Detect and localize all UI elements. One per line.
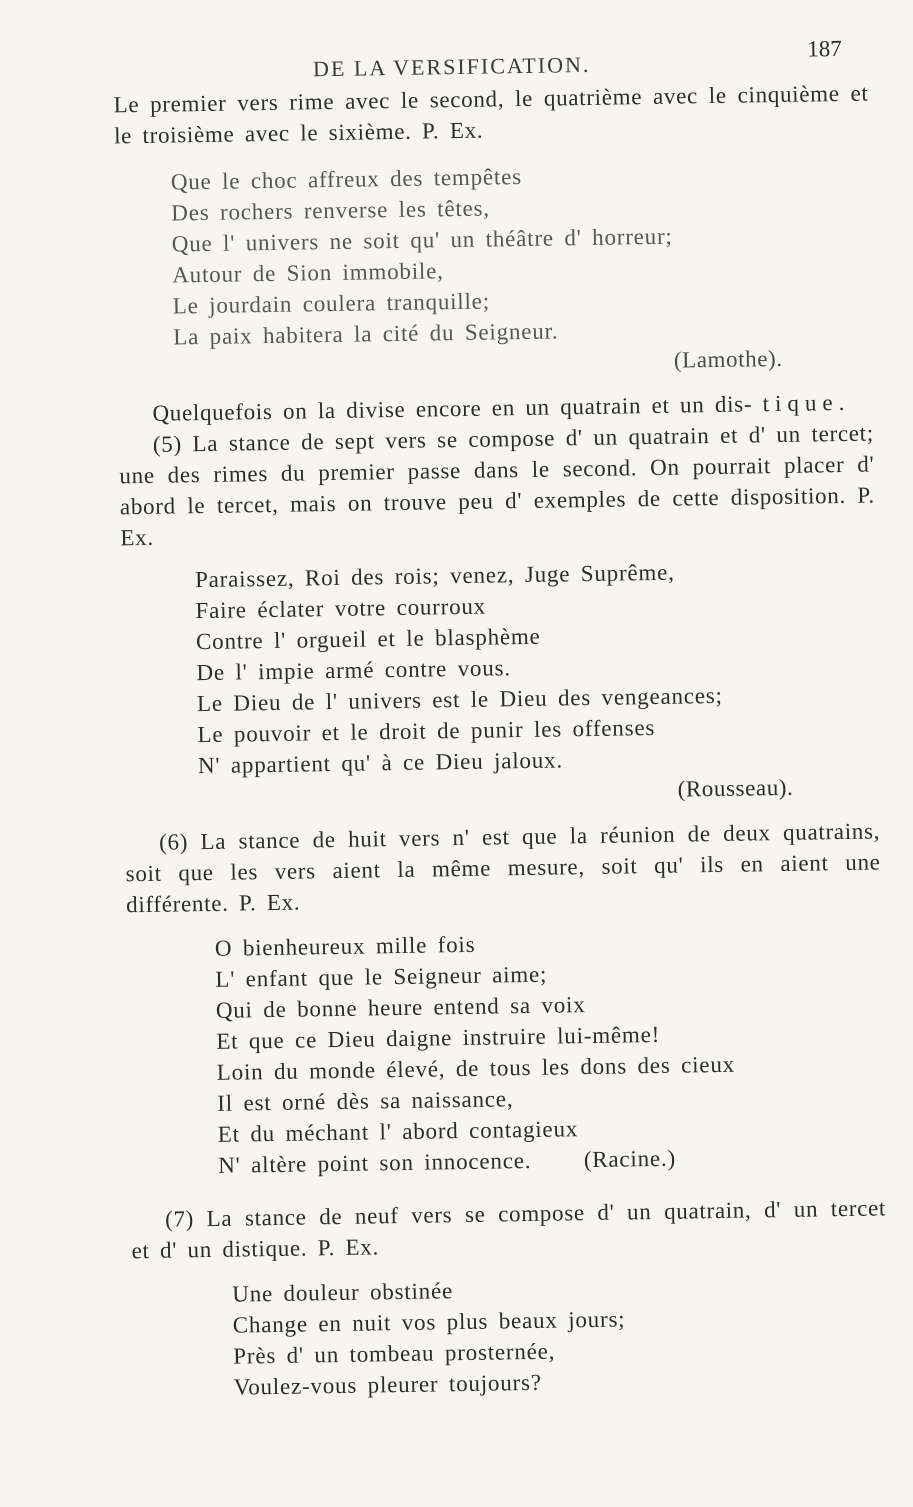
page-number: 187: [807, 35, 843, 62]
poem-line: Et du méchant l' abord contagieux: [217, 1116, 579, 1147]
poem-line: Le jourdain coulera tranquille;: [172, 288, 491, 319]
poem-line: Des rochers renverse les têtes,: [171, 195, 491, 226]
poem-line: O bienheureux mille fois: [214, 931, 476, 961]
poem-line: L' enfant que le Seigneur aime;: [215, 961, 548, 992]
attribution-rousseau: (Rousseau).: [677, 774, 794, 802]
paragraph-text: Quelquefois on la divise encore en un quatrain et un dis-: [152, 391, 753, 426]
poem-line: Loin du monde élevé, de tous les dons des cieux: [216, 1051, 736, 1085]
poem-line: Voulez-vous pleurer toujours?: [233, 1369, 542, 1400]
poem-line: Près d' un tombeau prosternée,: [233, 1338, 556, 1369]
spaced-word: tique.: [762, 389, 851, 417]
poem-line: Qui de bonne heure entend sa voix: [215, 992, 586, 1023]
running-head: DE LA VERSIFICATION.: [312, 51, 591, 82]
poem-racine: [127, 922, 886, 1182]
poem-line: Faire éclater votre courroux: [195, 593, 487, 624]
poem-line: Une douleur obstinée: [232, 1278, 454, 1307]
attribution-racine: (Racine.): [583, 1145, 677, 1173]
poem-line: De l' impie armé contre vous.: [196, 655, 512, 686]
poem-line: Le Dieu de l' univers est le Dieu des vengeances;: [196, 682, 723, 717]
poem-line: Le pouvoir et le droit de punir les offenses: [197, 714, 656, 748]
poem-line: Change en nuit vos plus beaux jours;: [232, 1306, 626, 1338]
poem-rousseau: [121, 553, 879, 782]
poem-line: Que le choc affreux des tempêtes: [170, 163, 523, 195]
paragraph-stance-neuf-vers: (7) La stance de neuf vers se compose d' un quatrain, d' un tercet et d' un distique. P. Ex.: [131, 1195, 887, 1264]
attribution-lamothe: (Lamothe).: [673, 345, 783, 373]
paragraph-stance-sept-vers: (5) La stance de sept vers se compose d' un quatrain et d' un tercet; une des rimes du premier passe dans le second. On pourrait placer d' abord le tercet, mais on trouve peu d' exemples de cette disposition. P. Ex.: [119, 420, 876, 551]
poem-line: N' altère point son innocence.: [218, 1147, 532, 1178]
poem-line: N' appartient qu' à ce Dieu jaloux.: [197, 747, 564, 779]
poem-lamothe: [115, 156, 873, 354]
poem-line: La paix habitera la cité du Seigneur.: [173, 318, 559, 350]
poem-line: Contre l' orgueil et le blasphème: [195, 623, 541, 655]
paragraph-stance-huit-vers: (6) La stance de huit vers n' est que la réunion de deux quatrains, soit que les vers aient la même mesure, soit qu' ils en aient une différente. P. Ex.: [125, 818, 881, 918]
poem-line: Il est orné dès sa naissance,: [217, 1086, 514, 1116]
intro-paragraph: Le premier vers rime avec le second, le quatrième avec le cinquième et le troisième avec le sixième. P. Ex.: [113, 80, 869, 149]
poem-line: Et que ce Dieu daigne instruire lui-même!: [216, 1021, 661, 1054]
poem-line: Que l' univers ne soit qu' un théâtre d' horreur;: [171, 223, 673, 257]
poem-douleur: [132, 1268, 889, 1404]
poem-line: Autour de Sion immobile,: [172, 258, 444, 288]
poem-line: Paraissez, Roi des rois; venez, Juge Suprême,: [194, 559, 675, 593]
